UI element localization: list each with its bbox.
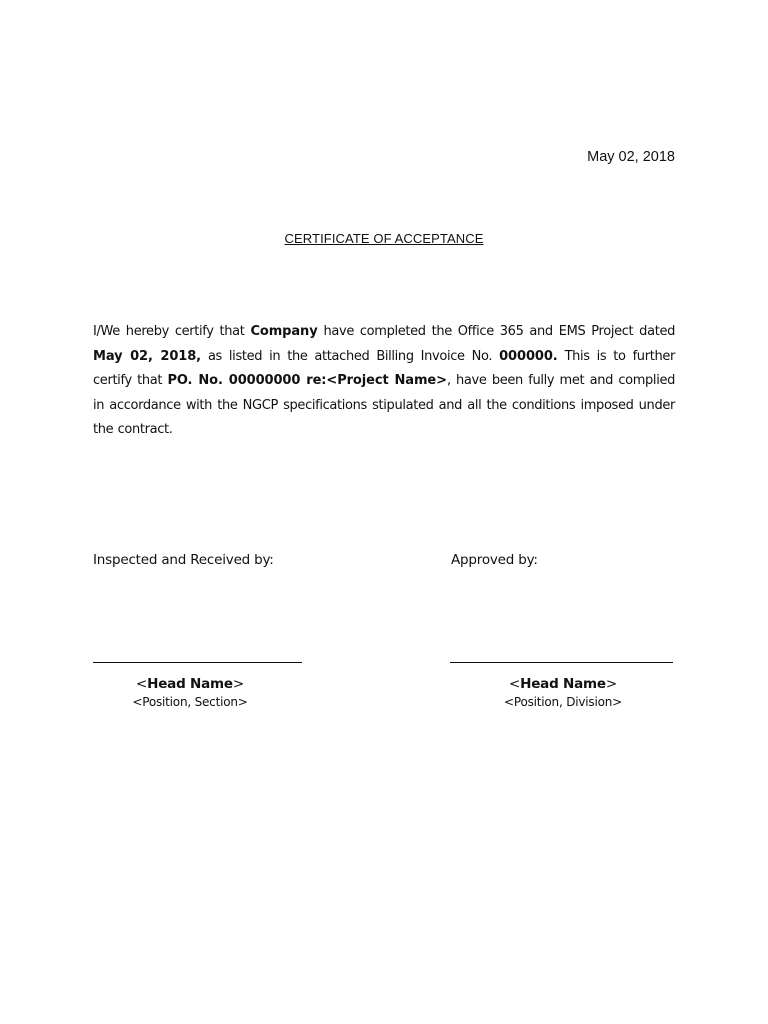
body-text-segment: I/We hereby certify that: [93, 324, 251, 339]
approved-by-label: Approved by:: [451, 552, 538, 568]
head-name-left: Head Name: [147, 676, 233, 692]
name-bracket-open: <: [508, 676, 521, 692]
signature-line-left: [93, 662, 302, 663]
po-reference: PO. No. 00000000 re:<Project Name>: [167, 373, 447, 388]
name-bracket-open: <: [135, 676, 148, 692]
document-title: CERTIFICATE OF ACCEPTANCE: [284, 231, 484, 246]
document-date: May 02, 2018: [587, 149, 675, 165]
body-text-segment: as listed in the attached Billing Invoice No.: [201, 348, 500, 364]
inspected-by-label: Inspected and Received by:: [93, 552, 274, 568]
body-text-segment: This is to further certify that: [93, 348, 675, 388]
head-name-right: Head Name: [520, 676, 606, 692]
company-name: Company: [250, 324, 318, 339]
name-bracket-close: >: [232, 676, 244, 692]
signatory-name-right: [466, 676, 660, 692]
project-date: May 02, 2018,: [93, 348, 201, 364]
signatory-position-left: <Position, Section>: [132, 695, 248, 709]
signatory-position-right: <Position, Division>: [503, 695, 622, 709]
name-bracket-close: >: [605, 676, 617, 692]
signatory-name-left: [93, 676, 287, 692]
signature-line-right: [450, 662, 673, 663]
invoice-number: 000000.: [499, 348, 558, 364]
certification-paragraph: [93, 320, 675, 443]
body-text-segment: , have been fully met and complied in accordance with the NGCP specifications stipulated and all the conditions imposed under the contract.: [93, 373, 676, 437]
body-text-segment: have completed the Office 365 and EMS Project dated: [317, 324, 675, 339]
